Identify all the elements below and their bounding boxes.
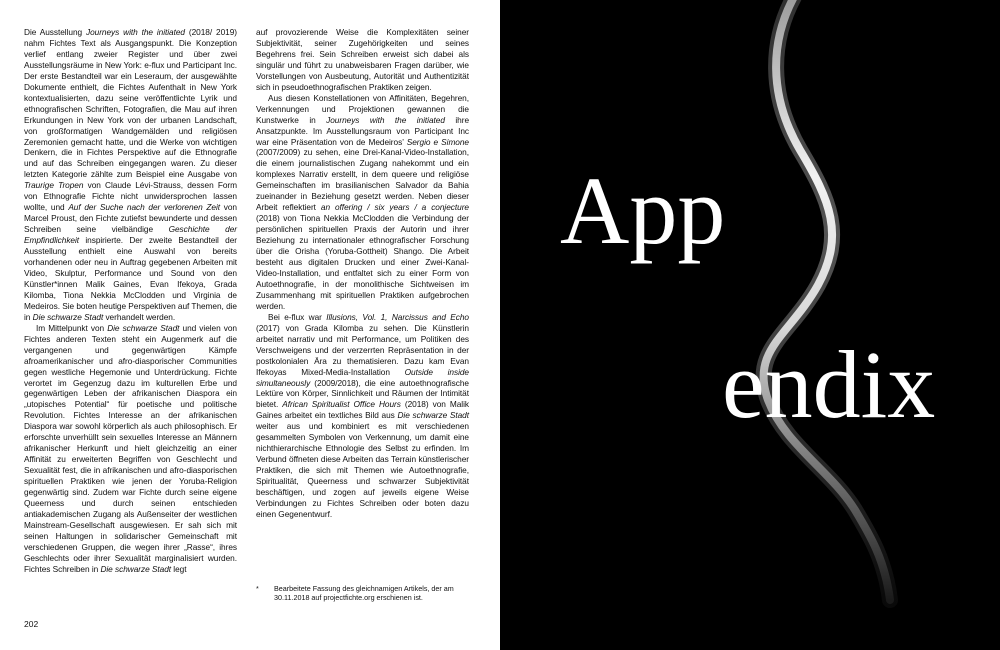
footnote-text: Bearbeitete Fassung des gleichnamigen Artikels, der am 30.11.2018 auf projectfichte.org erschienen ist. xyxy=(274,584,454,603)
paragraph: auf provozierende Weise die Komplexitäten seiner Subjektivität, seiner Zugehörigkeiten und seines Begehrens frei. Sein Schreiben erweist sich dabei als singulär und führt zu unabweisbaren Fragen darüber, wie Vorstellungen von Ausbeutung, Autorität und Authentizität sich in pseudoethnografischen Praktiken zeigen. xyxy=(256,27,469,92)
work-title: Outside inside simultaneously xyxy=(256,366,469,388)
work-title: African Spiritualist Office Hours xyxy=(282,399,401,410)
work-title: Die schwarze Stadt xyxy=(397,410,469,421)
work-title: Traurige Tropen xyxy=(24,180,84,191)
work-title: Sergio e Simone xyxy=(406,136,469,147)
text-column-right xyxy=(256,27,469,520)
footnote xyxy=(256,584,469,603)
wave-ribbon-graphic xyxy=(500,0,1000,650)
work-title: Auf der Suche nach der verlorenen Zeit xyxy=(68,202,221,213)
work-title: an offering / six years / a conjecture xyxy=(320,202,469,213)
work-title: Journeys with the initiated xyxy=(85,27,185,37)
text-column-left xyxy=(24,27,237,575)
page-number: 202 xyxy=(24,619,39,629)
paragraph: Im Mittelpunkt von Die schwarze Stadt und vielen von Fichtes anderen Texten steht ein Augenmerk auf die vergangenen und gegenwärtigen Kämpfe afroamerikanischer und afro-diasporischer Communities gegen westliche Hegemonie und Unterdrückung. Fichte verortet im Gegenzug dazu im kulturellen Erbe und gegenwärtigen Leben der afrikanischen Diaspora ein „utopisches Potential“ für poetische und politische Revolution. Fichtes Interesse an der afrikanischen Diaspora war sowohl körperlich als auch philosophisch. Er erforschte unverhüllt sein sexuelles Interesse an Männern afrikanischer Herkunft und hielt gleichzeitig an einer Affinität zu erweiterten Begriffen von Geschlecht und Sexualität fest, die in afrikanischen und afro-diasporischen spirituellen Praktiken wie jenen der Yoruba-Religion gegenwärtig sind. Zudem war Fichte durch seine eigene Queerness und durch seinen entschieden antiakademischen Zugang als Außenseiter der westlichen Mainstream-Gesellschaft ausgewiesen. Er sah sich mit seinen Haltungen in solidarischer Gemeinschaft mit verschiedenen Gruppen, die wegen ihrer „Rasse“, ihres Geschlechts oder ihrer Sexualität marginalisiert wurden. Fichtes Schreiben in Die schwarze Stadt legt xyxy=(24,322,237,574)
paragraph: Die Ausstellung Journeys with the initiated (2018/ 2019) nahm Fichtes Text als Ausgangspunkt. Die Konzeption verlief entlang zweier Register und über zwei Ausstellungsräume in New York: e-flux und Participant Inc. Der erste Bestandteil war ein Leseraum, der ausgewählte Dokumente enthielt, die Fichtes Aufenthalt in New York kontextualisierten, dazu seine veröffentlichte Lyrik und ethnografischen Schriften, Fotografien, die Mau auf ihren Erkundungen in New York von der urbanen Landschaft, von großformatigen Wandgemälden und religiösen Zeremonien gemacht hatte, und die Werke von wichtigen Denkern, die in Fichtes Perspektive auf die Ethnografie und auf das Schreiben eingegangen waren. Zu dieser letzten Kategorie zählte zum Beispiel eine Ausgabe von Traurige Tropen von Claude Lévi-Strauss, dessen Form von Ethnografie Fichte nicht unwidersprochen lassen wollte, und Auf der Suche nach der verlorenen Zeit von Marcel Proust, den Fichte zutiefst bewunderte und dessen Schreiben seine vielbändige Geschichte der Empfindlichkeit inspirierte. Der zweite Bestandteil der Ausstellung enthielt eine Auswahl von bereits vorhandenen oder neu in Auftrag gegebenen Arbeiten mit Video, Skulptur, Performance und Sound von den Künstler*innen Malik Gaines, Evan Ifekoya, Grada Kilomba, Tiona Nekkia McClodden und Virginia de Medeiros. Sie boten heutige Perspektiven auf Themen, die in Die schwarze Stadt verhandelt werden. xyxy=(24,27,238,322)
title-endix: endix xyxy=(722,331,936,438)
right-page xyxy=(500,0,1000,650)
work-title: Die schwarze Stadt xyxy=(32,311,104,322)
title-app: App xyxy=(560,157,726,264)
work-title: Illusions, Vol. 1, Narcissus and Echo xyxy=(326,311,469,322)
work-title: Die schwarze Stadt xyxy=(100,563,172,574)
work-title: Journeys with the initiated xyxy=(326,114,445,125)
work-title: Geschichte der Empfindlichkeit xyxy=(24,224,237,246)
work-title: Die schwarze Stadt xyxy=(107,322,180,333)
paragraph: Bei e-flux war Illusions, Vol. 1, Narcissus and Echo (2017) von Grada Kilomba zu sehen. Die Künstlerin arbeitet narrativ und mit Performance, um Politiken des Verschweigens und der verzerrten Repräsentation in der postkolonialen Ära zu thematisieren. Dazu kam Evan Ifekoyas Mixed-Media-Installation Outside inside simultaneously (2009/2018), die eine autoethnografische Lektüre von Körper, Sinnlichkeit und Räumen der Intimität bietet. African Spiritualist Office Hours (2018) von Malik Gaines arbeitet ein textliches Bild aus Die schwarze Stadt weiter aus und kombiniert es mit verschiedenen gesammelten Symbolen von Verkennung, um damit eine nichthierarchische Ethnologie des Selbst zu erfinden. Im Verbund öffneten diese Arbeiten das Terrain künstlerischer Praktiken, die sich mit Themen wie Autoethnografie, Spiritualität, Queerness und schwarzer Subjektivität beschäftigen, und zogen auf jeweils eigene Weise Verbindungen zu Fichtes Schreiben oder boten dazu einen Gegenentwurf. xyxy=(256,311,469,519)
paragraph: Aus diesen Konstellationen von Affinitäten, Begehren, Verkennungen und Projektionen gewannen die Kunstwerke in Journeys with the initiated ihre Ansatzpunkte. Im Ausstellungsraum von Participant Inc war eine Präsentation von de Medeiros’ Sergio e Simone (2007/2009) zu sehen, eine Drei-Kanal-Video-Installation, die einem journalistischen Zugang nahekommt und ein komplexes Narrativ erstellt, in dem queere und religiöse Gemeinschaften im brasilianischen Salvador da Bahia zueinander in Beziehung gesetzt werden. Neben dieser Arbeit reflektiert an offering / six years / a conjecture (2018) von Tiona Nekkia McClodden die Verbindung der persönlichen spirituellen Praxis der Autorin und ihrer Beziehung zu internationaler ethnografischer Forschung über die Orisha (Yoruba-Gottheit) Shango. Die Arbeit besteht aus digitalen Drucken und einer Zwei-Kanal-Video-Installation, und entfaltet sich zu einer Form von Autoethnografie, in der monolithische Sichtweisen im Zusammenhang mit spirituellen Praktiken aufgebrochen werden. xyxy=(256,92,470,311)
footnote-mark: * xyxy=(256,584,259,593)
